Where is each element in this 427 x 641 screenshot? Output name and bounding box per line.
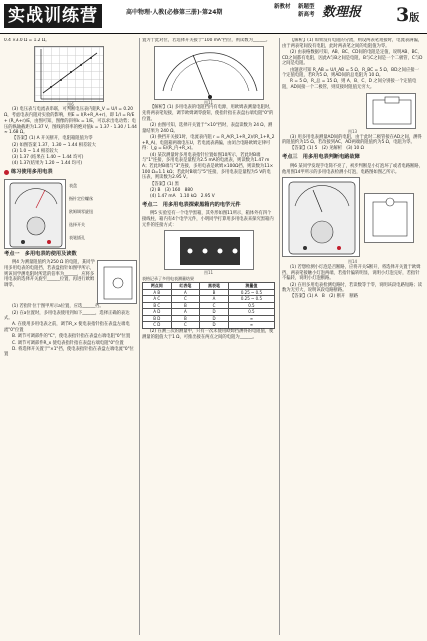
analysis-para: (4) 1.47 mA 1.10 kΩ 2.95 V [150, 193, 215, 199]
bullet-icon [4, 170, 9, 175]
circuit-figure [366, 93, 416, 129]
table-row: A C C A 0.25 ~ 0.5 [143, 296, 275, 303]
example-text: 例6 某同学发现手电筒不亮了，初步判断是小灯泡坏了或者电路断路，他用图14甲所示的多用电表检测小灯泡，电路图如图乙所示。 [282, 163, 423, 175]
column-middle [142, 38, 275, 635]
multimeter-figure [4, 179, 66, 249]
analysis-para: 【解析】(1) 如果没有电阻的分流，则设两表笔短接时，电流表满偏，由于两表笔间没有电阻，此时两表笔之间的电阻值为零。 [282, 38, 423, 49]
figure-caption: 图14 [347, 259, 358, 265]
tag-new-question: 新题型 [298, 4, 315, 10]
analysis-para: (3) 用多用电表测量AD间的电阻，由于此时二极管接在AD之间，测得的阻值约为15 Ω。若改接到AC，AD两端的阻值约为5 Ω，电阻为零。 [282, 134, 422, 146]
analysis-para: (3) 换挡开关接1时，电流表内阻 r = R_A(R_1+R_2)/(R_1+R_2+R_A)，电阻箱两端电压U，若电流表满偏，由闭合电路欧姆定律可得：I_g = E/(R_内+R_x)。 [142, 134, 275, 152]
section-heading: 考点三 用多用电表判断电路故障 [282, 154, 360, 161]
tag-new-exam: 新高考 [298, 12, 315, 18]
figure-caption: 图11 [203, 270, 214, 276]
answer-para: (3) 电压表与电流表串联，可判断电压表内阻R_V = U/I = 0.20 Ω，考虑电表内阻对实验的影响，则E = I(R+R_A+r)，即 1/I = R/E + (R_A+r)/E，由图可知，图像的斜率k = 1/E，可以求出电动势；电压的纵轴截距为1.37 V，图线的斜率的绝对值k = 1.37 - 1.30 / 1.44 ≈ 1.68 Ω。 [4, 107, 137, 136]
column-right [282, 38, 423, 635]
meter-diagram [4, 179, 137, 249]
example-item: A. 在使用多用电表之前，调节R_x 使电表指针指在表盘左端电流"0"位置 [4, 322, 130, 334]
answer-para: 【答案】(1) A 开关断开，电阻箱阻值为零 [12, 136, 93, 142]
tail-para: 【答案】(1) A B (2) 断开 断路 [290, 294, 359, 300]
meter-label: 选择开关 [69, 221, 85, 227]
column-title: 实战训练营 [4, 4, 102, 28]
analysis-para: (4) 某次测量时多用电表指针位置如图10所示，若此时B端与"1"连接，多用电表是量程为2.5 mA的电流表，则读数为1.47 mA；若此时B端与"3"连接，多用电表是欧姆×100Ω挡，则读数为11×100 Ω=1.1 kΩ；若此时B端与"5"连接，多用电表是量程为5 V的电压表，则读数为2.95 V。 [142, 152, 274, 181]
meter-label: 指针定位螺丝 [69, 195, 93, 201]
page-header [0, 0, 427, 34]
analysis-para: (2) 由表格数据可知，AB、BC、CD间的电阻是定值，说明AB、BC、CD之间都有电阻，因此A与B之间是电阻，B与C之间是一个二极管，C与D之间是电阻。 [282, 49, 423, 67]
example-text: 例4 为测量阻值约为250 Ω 的电阻，某同学用多用电表的电阻挡，若表盘指针如图甲所示，则该同学测电阻时所选的倍率为______，应将多用电表的选择开关旋至______位置，再进行欧姆调零。 [4, 260, 95, 289]
analysis-para: 由题意可知 R_AB = U/I_AB = 5 Ω，R_BC = 5 Ω，BD之间应接一个定值电阻，若R为5 Ω，则AD间的总电阻为 10 Ω。 [282, 67, 419, 79]
tail-para: (1) 若想检测小灯泡是否断路，应将开关S断开，将选择开关置于欧姆挡，两表笔接触小灯泡两端，若指针偏转明显，说明小灯泡完好，若指针不偏转，说明小灯泡断路。 [282, 264, 421, 282]
figure-pair [282, 177, 423, 257]
section-heading: 考点二 用多用电表探索黑箱内的电学元件 [142, 201, 241, 208]
section-title: 练习使用多用电表 [4, 170, 137, 176]
example-text: 例5 实验室有一个电学黑箱，其外形如图11所示，箱体外有四个接线柱，箱内有4个电学元件，小明同学打算用多用电表来探究黑箱内元件的连接方式： [142, 211, 274, 228]
meter-dial-icon [155, 47, 264, 100]
multimeter-figure [282, 177, 360, 257]
analysis-para: (2) 由图可知，选择开关置于"×10"挡时，表盘读数为 24 Ω，测量结果为 240 Ω。 [142, 123, 273, 134]
black-box-icon [165, 231, 254, 270]
table-row: C D C D ∞ [143, 322, 275, 329]
answer-para: (3) 1.0 ~ 1.4 相差较大 [12, 148, 59, 154]
analysis-para: 【答案】(1) 黑 [150, 181, 179, 187]
table-row: A D A D 0.5 [143, 309, 275, 316]
example-item: (2) 在a位置时，多用电表使用到如下______，选择正确的表达式。 [4, 310, 130, 322]
fault-circuit-figure [364, 193, 414, 243]
tag-new-material: 新教材 [274, 4, 291, 10]
circuit-icon [367, 94, 416, 129]
issue-number: 3版 [396, 4, 420, 26]
meter-label: 表盘 [69, 182, 77, 188]
tail-text: (2) 在测三次的测量中，只有一次未使用欧姆挡测得的电阻值，使测量的阻值大于1 Ω，可推出接在两点之间的电阻为______。 [142, 328, 274, 340]
brand-logo: 数理报 [322, 5, 362, 20]
column-left [4, 38, 137, 635]
meter-dial-figure [154, 46, 264, 100]
lead-line: 0.4 ×3.0 Ω = 1.2 Ω。 [4, 38, 50, 43]
circuit-icon [365, 194, 414, 243]
table-row: B C B C 0.5 [143, 302, 275, 309]
subject-line: 高中物理·人教(必修第三册)·第24期 [126, 9, 223, 16]
answer-block [4, 107, 137, 167]
intro-line: 置为于此对位，若选择开关接于"100 mA"挡位，则读数为______。 [142, 38, 271, 43]
table-header-row: 两点间 红表笔 黑表笔 测量值 [143, 283, 275, 290]
meter-label: 表笔插孔 [69, 234, 85, 240]
table-row: B D B D ∞ [143, 315, 275, 322]
line-plot [35, 47, 104, 102]
example-item: D. 将选择开关置于"×1"挡，使电表指针指在表盘左端电流"0"位置 [4, 346, 134, 358]
subsection-heading: 考点一 多用电表的使用及读数 [4, 250, 77, 257]
measurement-table [142, 282, 275, 329]
figure-caption: 图6 [67, 101, 74, 107]
answer-para: (3) 1.37 (结果在 1.40 ~ 1.44 均可) [12, 155, 84, 161]
analysis-para: (2) B (3) 160 880 [150, 187, 193, 193]
black-box-figure [164, 230, 254, 270]
analysis-para: 【答案】(1) 5 (2) 见解析 (3) 10 Ω [290, 146, 364, 152]
graph-figure [34, 46, 104, 102]
table-row: A B A B 0.25 ~ 0.5 [143, 289, 275, 296]
example-item: (1) 若指针位于图甲所示a位置，应选______挡。 [12, 304, 104, 310]
multimeter-icon [283, 178, 360, 257]
tail-para: (2) 在用多用电表检测电路时，若读数等于零，说明该段电路短路；读数为无穷大，说明该段电路断路。 [282, 282, 423, 294]
example-item: C. 调节可调部件R_x 使电表指针指在表盘右端电阻"0"位置 [12, 340, 124, 346]
circuit-figure [97, 260, 137, 304]
circuit-icon [98, 261, 137, 304]
meter-label-list [69, 179, 137, 249]
answer-para: (4) 1.37(结果为 1.20 ~ 1.44 均可) [12, 161, 83, 167]
multimeter-icon [5, 180, 66, 249]
analysis-para: R = 5 Ω，R_总 = 15 Ω，则 A、B、C、D 之间分别接一个定值电阻，AD间接一个二极管，则反接时阻值无穷大。 [282, 79, 417, 91]
table-caption: 表格记录了多用电表测量结果 [142, 276, 194, 282]
figure-caption: 图11 [203, 99, 214, 105]
example-item: B. 调节可调部件的"C"，使电表指针指在表盘右端电阻"0"位置 [12, 334, 131, 340]
analysis-para: 【解析】(1) 多用电表的电阻挡内有电源，用欧姆表测量电阻时，先将两表笔短接，调节欧姆调零旋钮，使指针指在表盘右端电阻"0"的位置。 [142, 105, 274, 122]
figure-caption: 图13 [347, 128, 358, 134]
meter-label: 欧姆调零旋钮 [69, 208, 93, 214]
answer-para: (2) 如图答案 1.37、1.30 ~ 1.44 相差较大 [12, 142, 96, 148]
